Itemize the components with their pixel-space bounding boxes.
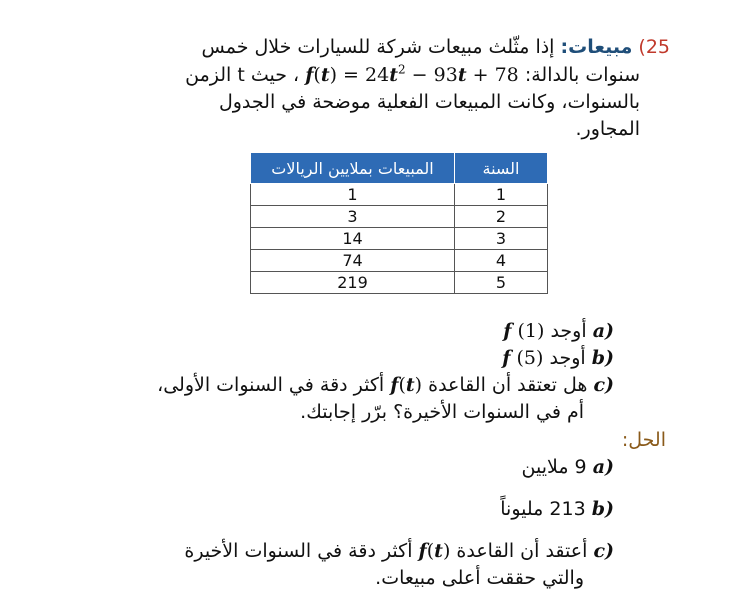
answer-c-line-2	[375, 565, 584, 591]
problem-formula: $f(t) = 24t^2 - 93t + 78$	[305, 62, 519, 86]
answer-c-text-2: والتي حققت أعلى مبيعات.	[375, 567, 584, 589]
answer-c	[184, 538, 614, 564]
answer-c-text-post: أكثر دقة في السنوات الأخيرة	[184, 540, 413, 562]
problem-text-4: المجاور.	[575, 118, 640, 140]
question-b-expr: f (5)	[502, 347, 544, 369]
answer-b	[500, 496, 614, 522]
cell-sales: 1	[251, 184, 455, 206]
answer-c-text-pre: أعتقد أن القاعدة	[456, 540, 588, 562]
problem-number: 25)	[638, 36, 670, 58]
cell-year: 2	[455, 206, 548, 228]
cell-sales: 74	[251, 250, 455, 272]
table-header-row	[251, 153, 548, 184]
problem-text-3: بالسنوات، وكانت المبيعات الفعلية موضحة في الجدول	[218, 91, 640, 113]
answer-a-text: 9 ملايين	[521, 456, 587, 478]
problem-line-1	[202, 34, 671, 60]
table-row	[251, 272, 548, 294]
answer-a-label: a)	[592, 456, 614, 478]
table-row	[251, 206, 548, 228]
question-b	[502, 345, 614, 371]
problem-text-2a: سنوات بالدالة:	[524, 64, 640, 86]
problem-title: مبيعات:	[560, 36, 633, 58]
sales-table	[250, 152, 548, 294]
cell-sales: 3	[251, 206, 455, 228]
question-c-text-pre: هل تعتقد أن القاعدة	[428, 374, 588, 396]
problem-text-1: إذا مثّلث مبيعات شركة للسيارات خلال خمس	[201, 36, 555, 58]
question-c-label: c)	[593, 374, 614, 396]
question-b-label: b)	[591, 347, 614, 369]
table-row	[251, 250, 548, 272]
question-a-text: أوجد	[550, 320, 587, 342]
answer-b-label: b)	[591, 498, 614, 520]
question-a	[503, 318, 614, 344]
question-c-text-2: أم في السنوات الأخيرة؟ برّر إجابتك.	[300, 401, 584, 423]
table-row	[251, 228, 548, 250]
answer-c-label: c)	[593, 540, 614, 562]
answer-c-expr: f(t)	[418, 540, 451, 562]
cell-year: 4	[455, 250, 548, 272]
question-c	[157, 372, 614, 398]
table-row	[251, 184, 548, 206]
solution-heading: الحل:	[621, 429, 666, 451]
cell-year: 1	[455, 184, 548, 206]
cell-year: 3	[455, 228, 548, 250]
question-c-line-2	[300, 399, 584, 425]
question-a-label: a)	[592, 320, 614, 342]
cell-sales: 14	[251, 228, 455, 250]
header-year: السنة	[455, 153, 548, 184]
problem-line-2	[185, 62, 640, 88]
header-sales: المبيعات بملايين الريالات	[251, 153, 455, 184]
answer-a	[522, 454, 615, 480]
problem-line-4	[576, 116, 641, 142]
cell-year: 5	[455, 272, 548, 294]
question-c-text-post: أكثر دقة في السنوات الأولى،	[157, 374, 385, 396]
question-a-expr: f (1)	[503, 320, 545, 342]
question-b-text: أوجد	[549, 347, 586, 369]
problem-text-2b: ، حيث t الزمن	[185, 64, 300, 86]
question-c-expr: f(t)	[390, 374, 423, 396]
problem-line-3	[219, 89, 640, 115]
answer-b-text: 213 مليوناً	[500, 498, 586, 520]
cell-sales: 219	[251, 272, 455, 294]
